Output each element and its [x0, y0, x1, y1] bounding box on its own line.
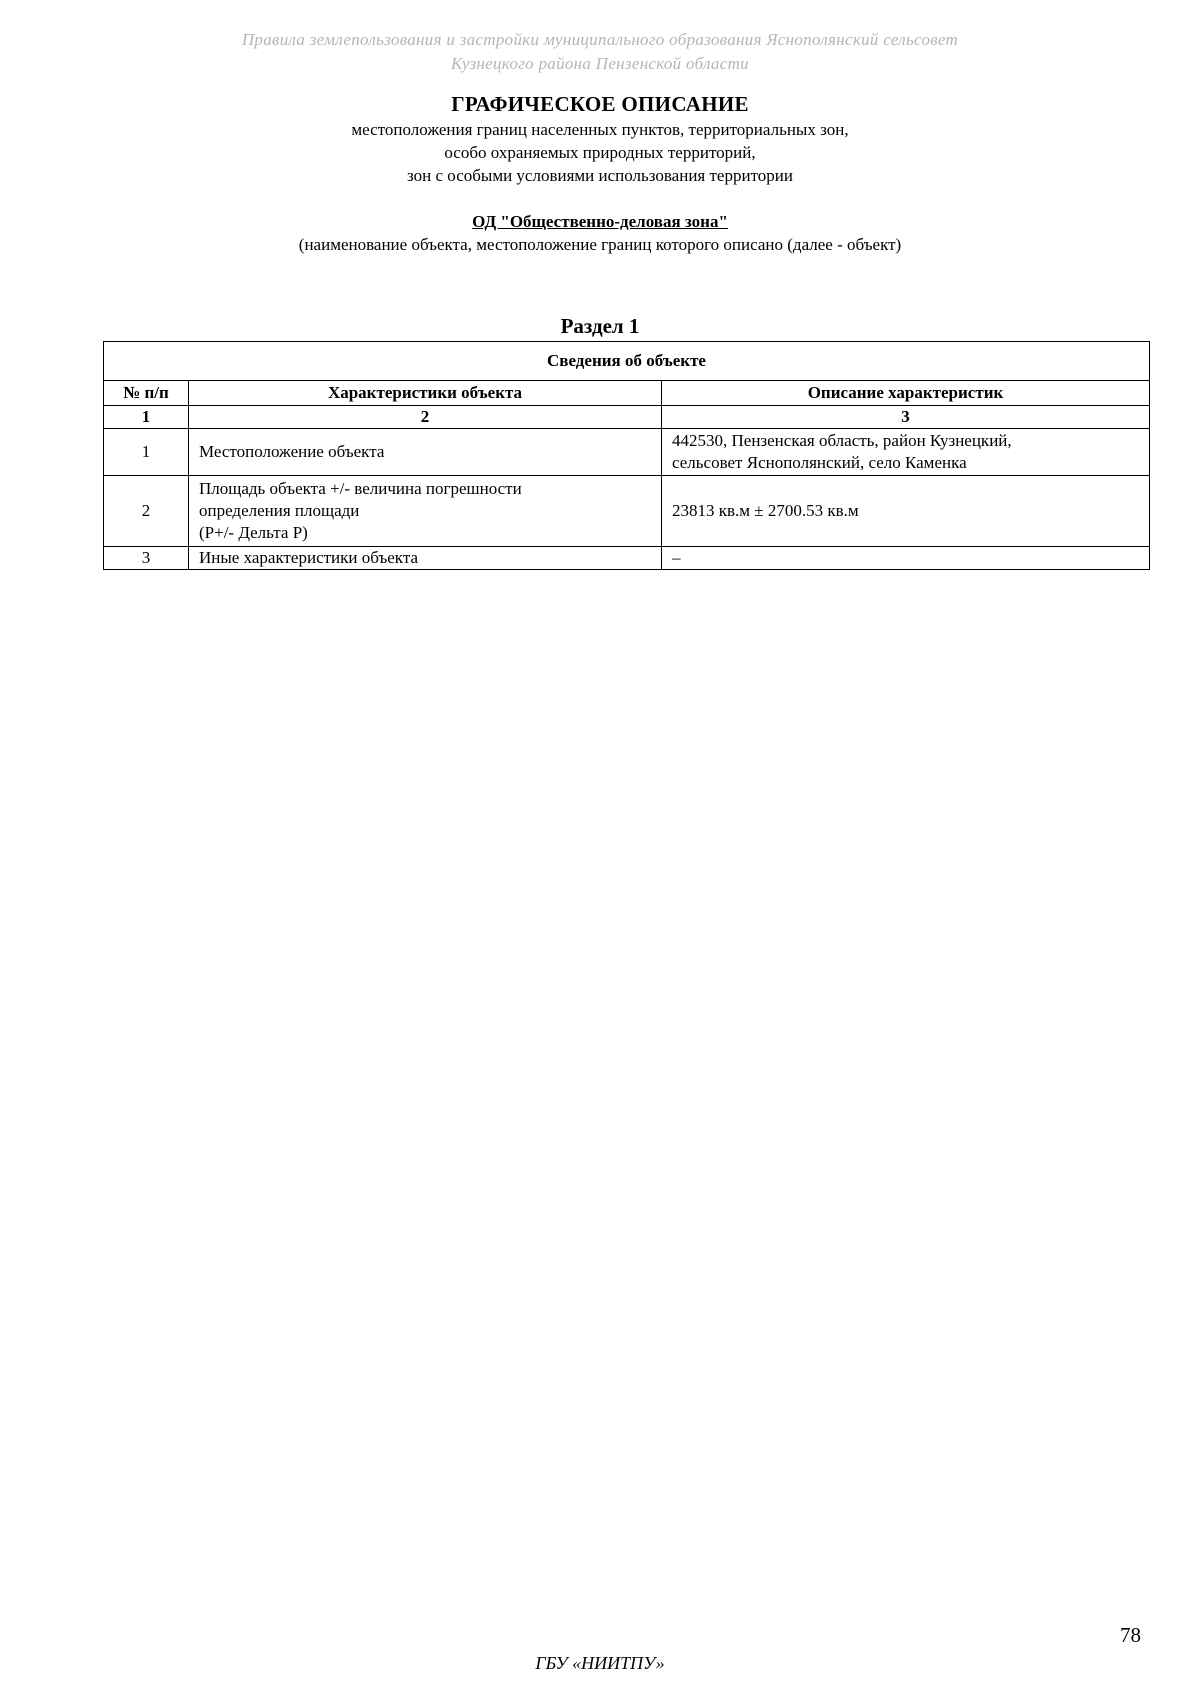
- row-number: 3: [104, 547, 189, 570]
- header-characteristic: Характеристики объекта: [189, 381, 662, 406]
- running-header-line-1: Правила землепользования и застройки муниципального образования Яснополянский сельсовет: [241, 30, 959, 49]
- page-number: 78: [1120, 1623, 1141, 1647]
- object-name: [0, 212, 1200, 232]
- footer-organization: ГБУ «НИИТПУ»: [535, 1653, 665, 1673]
- row-characteristic-line: Площадь объекта +/- величина погрешности: [199, 479, 522, 498]
- table-row: [104, 547, 1150, 570]
- object-info-table: [103, 341, 1150, 570]
- header-description: Описание характеристик: [662, 381, 1150, 406]
- table-row: [104, 476, 1150, 547]
- row-characteristic-line: (Р+/- Дельта Р): [199, 523, 308, 542]
- row-description: [662, 429, 1150, 476]
- column-number-2: 2: [189, 406, 662, 429]
- document-title: ГРАФИЧЕСКОЕ ОПИСАНИЕ: [451, 92, 749, 116]
- row-characteristic-line: определения площади: [199, 501, 360, 520]
- row-description-line: сельсовет Яснополянский, село Каменка: [672, 453, 967, 472]
- object-caption: (наименование объекта, местоположение границ которого описано (далее - объект): [298, 235, 902, 254]
- header-number: № п/п: [104, 381, 189, 406]
- row-number: 2: [104, 476, 189, 547]
- document-subtitle-line-2: особо охраняемых природных территорий,: [444, 143, 756, 162]
- object-name-text: ОД "Общественно-деловая зона": [472, 212, 728, 231]
- row-characteristic: [189, 476, 662, 547]
- table-caption-row: [104, 342, 1150, 381]
- document-subtitle-line-1: местоположения границ населенных пунктов, территориальных зон,: [351, 120, 849, 139]
- row-description: 23813 кв.м ± 2700.53 кв.м: [662, 476, 1150, 547]
- running-header-line-2: Кузнецкого района Пензенской области: [451, 54, 749, 73]
- column-number-1: 1: [104, 406, 189, 429]
- section-title: Раздел 1: [560, 314, 640, 338]
- table-header-row: [104, 381, 1150, 406]
- table-row: [104, 429, 1150, 476]
- row-characteristic: Местоположение объекта: [189, 429, 662, 476]
- table-caption: Сведения об объекте: [104, 342, 1150, 381]
- row-number: 1: [104, 429, 189, 476]
- row-characteristic: Иные характеристики объекта: [189, 547, 662, 570]
- column-number-3: 3: [662, 406, 1150, 429]
- column-number-row: [104, 406, 1150, 429]
- row-description: –: [662, 547, 1150, 570]
- row-description-line: 442530, Пензенская область, район Кузнецкий,: [672, 431, 1012, 450]
- document-subtitle-line-3: зон с особыми условиями использования территории: [407, 166, 793, 185]
